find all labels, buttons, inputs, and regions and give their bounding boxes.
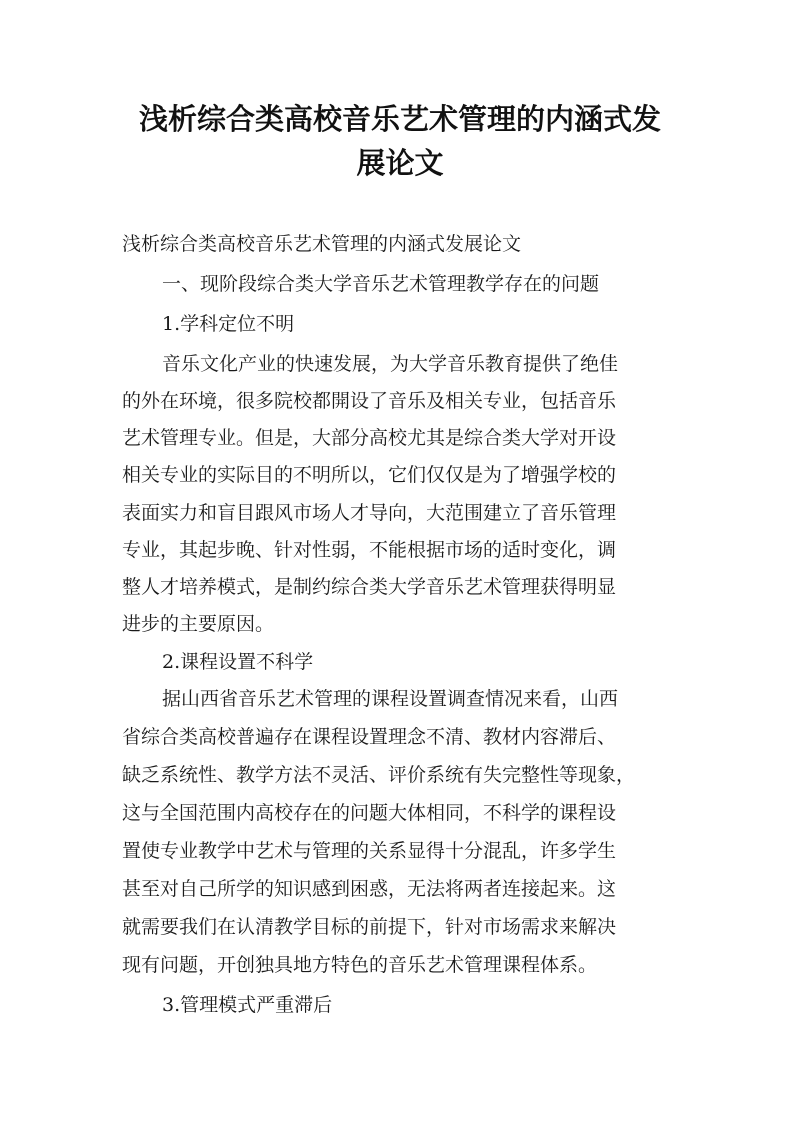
paragraph-line: 音乐文化产业的快速发展，为大学音乐教育提供了绝佳 — [162, 353, 619, 375]
section-heading: 一、现阶段综合类大学音乐艺术管理教学存在的问题 — [162, 273, 600, 295]
document-subtitle: 浅析综合类高校音乐艺术管理的内涵式发展论文 — [122, 233, 522, 255]
paragraph-line: 表面实力和盲目跟风市场人才导向，大范围建立了音乐管理 — [122, 502, 617, 524]
paragraph-line: 这与全国范围内高校存在的问题大体相同，不科学的课程设 — [122, 802, 617, 824]
paragraph-line: 据山西省音乐艺术管理的课程设置调查情况来看，山西 — [162, 688, 619, 710]
paragraph-line: 专业，其起步晚、针对性弱，不能根据市场的适时变化，调 — [122, 539, 617, 561]
paragraph-line: 置使专业教学中艺术与管理的关系显得十分混乱，许多学生 — [122, 840, 617, 862]
paragraph-line: 相关专业的实际目的不明所以，它们仅仅是为了增强学校的 — [122, 464, 617, 486]
paragraph-line: 就需要我们在认清教学目标的前提下，针对市场需求来解决 — [122, 916, 617, 938]
document-title-line-2: 展论文 — [356, 146, 444, 180]
subsection-2-heading: 2.课程设置不科学 — [162, 651, 314, 673]
paragraph-line: 甚至对自己所学的知识感到困惑，无法将两者连接起来。这 — [122, 878, 617, 900]
paragraph-line: 现有问题，开创独具地方特色的音乐艺术管理课程体系。 — [122, 954, 598, 976]
paragraph-line: 的外在环境，很多院校都開设了音乐及相关专业，包括音乐 — [122, 390, 617, 412]
paragraph-line: 整人才培养模式，是制约综合类大学音乐艺术管理获得明显 — [122, 576, 617, 598]
document-title-line-1: 浅析综合类高校音乐艺术管理的内涵式发 — [138, 102, 661, 136]
subsection-3-heading: 3.管理模式严重滞后 — [162, 994, 333, 1016]
paragraph-line: 省综合类高校普遍存在课程设置理念不清、教材内容滞后、 — [122, 726, 617, 748]
paragraph-line: 进步的主要原因。 — [122, 613, 275, 635]
subsection-1-heading: 1.学科定位不明 — [162, 313, 295, 335]
paragraph-line: 缺乏系统性、教学方法不灵活、评价系统有失完整性等现象， — [122, 764, 636, 786]
paragraph-line: 艺术管理专业。但是，大部分高校尤其是综合类大学对开设 — [122, 427, 617, 449]
